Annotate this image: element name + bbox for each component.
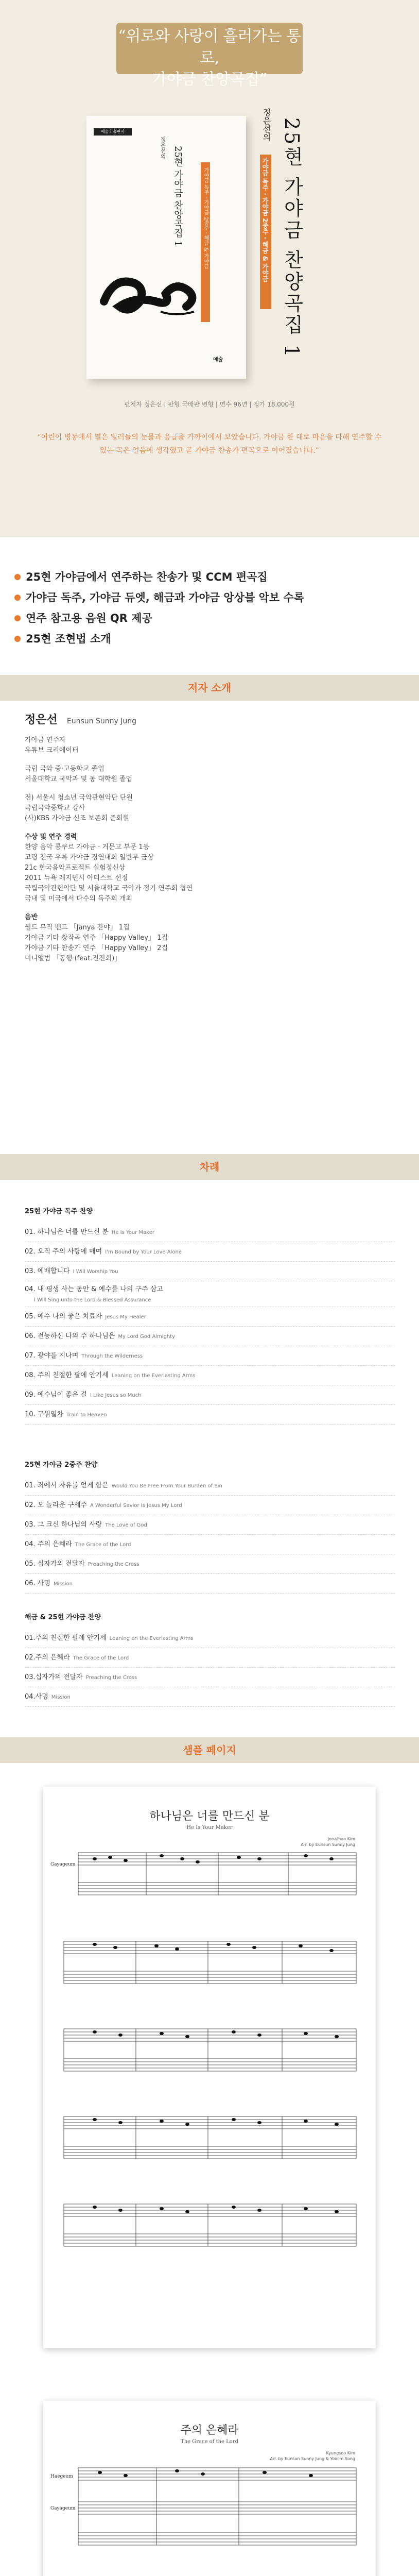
credit-arranger: Arr. by Eunsun Sunny Jung & Yoolim Song (270, 2456, 355, 2461)
toc-item-ko: 03. 예배합니다 (25, 1267, 70, 1275)
toc-item-en: I Will Sing unto the Lord & Blessed Assurance (34, 1297, 151, 1303)
author-profile (25, 715, 395, 964)
toc-item-ko: 05. 예수 나의 좋은 치료자 (25, 1313, 102, 1320)
toc-item-ko: 01. 죄에서 자유를 얻게 함은 (25, 1482, 109, 1489)
toc-item-en: The Grace of the Lord (75, 1542, 131, 1548)
toc-item-ko: 01. 하나님은 너를 만드신 분 (25, 1228, 109, 1236)
toc-group-heading: 25현 가야금 독주 찬양 (25, 1208, 93, 1215)
toc-item-en: A Wonderful Savior Is Jesus My Lord (90, 1503, 182, 1509)
toc-item (25, 1405, 395, 1425)
toc-item (25, 1496, 395, 1515)
toc-item-ko: 03.십자가의 전달자 (25, 1673, 83, 1681)
side-title-num: 25 (281, 117, 303, 147)
toc-item (25, 1346, 395, 1366)
awards-heading: 수상 및 연주 경력 (25, 833, 77, 841)
toc-item-en: Leaning on the Everlasting Arms (111, 1373, 196, 1379)
toc-item-ko: 04.사명 (25, 1693, 48, 1701)
career-item: 국립국악중학교 강사 (25, 804, 85, 812)
toc-item-en: Jesus My Healer (105, 1314, 146, 1320)
album-item: 가야금 기타 창작곡 연주 「Happy Valley」 1집 (25, 934, 168, 942)
sheet-title: 주의 은혜라 (180, 2424, 239, 2437)
feature-item: 25현 조현법 소개 (11, 629, 403, 649)
album-item: 가야금 기타 찬송가 연주 「Happy Valley」 2집 (25, 944, 168, 952)
toc-item-en: Preaching the Cross (85, 1675, 137, 1681)
toc-item (25, 1307, 395, 1327)
author-section-header: 저자 소개 (0, 675, 419, 701)
toc-item (25, 1515, 395, 1535)
toc-section-header: 차례 (0, 1154, 419, 1180)
toc-item-ko: 06. 사명 (25, 1580, 50, 1587)
side-title-vol: 1 (281, 344, 303, 359)
toc-item-ko: 06. 전능하신 나의 주 하나님은 (25, 1332, 115, 1340)
sheet-subtitle: The Grace of the Lord (181, 2439, 238, 2445)
side-strip-text: 가야금 독주 · 가야금 2중주 · 해금 & 가야금 (261, 158, 269, 282)
toc-item-ko: 04. 주의 은혜라 (25, 1540, 72, 1548)
toc-item (25, 1262, 395, 1281)
toc-item-ko: 03. 그 크신 하나님의 사랑 (25, 1521, 102, 1529)
intro-quote: “어린이 병동에서 열은 일러들의 눈물과 응급을 가까이에서 보았습니다. 가야금 한 대로 마음을 다해 연주할 수 있는 곡은 얼음에 생각했고 곧 가야금 찬송가 편곡으로 이어졌습니다.” (37, 433, 382, 455)
toc-item (25, 1223, 395, 1242)
toc-item-ko: 10. 구원열차 (25, 1411, 64, 1418)
toc-item (25, 1366, 395, 1385)
cover-author: 정은선의 (160, 137, 166, 159)
sheet-title: 하나님은 너를 만드신 분 (149, 1810, 270, 1823)
toc-item-en: Train to Heaven (66, 1412, 107, 1418)
music-notation (43, 1787, 376, 2348)
education-item: 국립 국악 중·고등학교 졸업 (25, 765, 104, 773)
credit-composer: Kyungsoo Kim (326, 2451, 355, 2455)
award-item: 국내 및 미국에서 다수의 독주회 개최 (25, 895, 133, 903)
toc-item (25, 1554, 395, 1574)
feature-list (11, 567, 403, 649)
toc-group-solo (25, 1206, 395, 1425)
toc-item (25, 1327, 395, 1346)
toc-item-ko: 02.주의 은혜라 (25, 1654, 70, 1662)
toc-item-en: I Like Jesus so Much (90, 1393, 142, 1398)
award-item: 21c 한국음악프로젝트 실험정신상 (25, 864, 126, 872)
author-name-en: Eunsun Sunny Jung (66, 717, 136, 725)
toc-item-ko: 08. 주의 친절한 팔에 안기세 (25, 1371, 109, 1379)
toc-item-en: The Love of God (105, 1522, 147, 1528)
toc-item-en: I Will Worship You (73, 1269, 118, 1275)
toc-item (25, 1648, 395, 1668)
toc-item-en: Would You Be Free From Your Burden of Sin (111, 1483, 222, 1489)
publisher-badge: 예술ㅣ출판사 (94, 128, 132, 135)
cover-title (171, 146, 184, 247)
career-item: 전) 서울시 청소년 국악관현악단 단원 (25, 794, 133, 802)
credit-composer: Jonathan Kim (327, 1837, 355, 1841)
toc-item-ko: 02. 오 놀라운 구세주 (25, 1501, 87, 1509)
toc-item-ko: 01.주의 친절한 팔에 안기세 (25, 1634, 107, 1642)
music-notation (43, 2401, 376, 2576)
hero-section (0, 0, 419, 537)
toc-group-duet (25, 1459, 395, 1594)
toc-item-en: I'm Bound by Your Love Alone (105, 1249, 182, 1255)
toc-group-heading: 해금 & 25현 가야금 찬양 (25, 1614, 101, 1621)
author-roles (25, 735, 395, 756)
education-item: 서울대학교 국악과 및 동 대학원 졸업 (25, 775, 133, 783)
toc-item-ko: 07. 광야를 지나며 (25, 1352, 79, 1360)
toc-item (25, 1574, 395, 1594)
sheet-subtitle: He Is Your Maker (186, 1825, 233, 1831)
author-career (25, 793, 395, 824)
banner-line-1: “위로와 사랑이 흘러가는 통로, (118, 27, 301, 67)
toc-item-en: Mission (53, 1581, 73, 1587)
book-cover (86, 116, 246, 379)
toc-item (25, 1476, 395, 1496)
album-item: 월드 뮤직 밴드 「Janya 잔야」 1집 (25, 924, 130, 931)
cover-title-num: 25 (172, 146, 183, 158)
toc-item-ko: 09. 예수님이 좋은 걸 (25, 1391, 87, 1399)
side-author: 정은선의 (261, 108, 271, 141)
sheet-instrument-2: Gayageum (50, 2506, 76, 2511)
author-awards (25, 832, 395, 904)
book-meta-line: 편저자 정은선 | 판형 국배판 변형 | 면수 96면 | 정가 18,000원 (124, 401, 295, 408)
toc-item (25, 1281, 395, 1307)
toc-item-en: Mission (51, 1694, 71, 1700)
award-item: 한양 음악 콩쿠르 가야금 · 거문고 부문 1등 (25, 843, 150, 851)
toc-item (25, 1535, 395, 1554)
toc-item-en: Preaching the Cross (88, 1562, 139, 1567)
author-education (25, 764, 395, 785)
sheet-instrument-1: Haegeum (50, 2474, 73, 2479)
career-item: (사)KBS 가야금 신조 보존회 준회원 (25, 815, 129, 822)
sheet-instrument: Gayageum (50, 1862, 76, 1867)
brush-stroke-illustration (99, 265, 202, 327)
author-albums (25, 912, 395, 964)
side-title-main: 현 가야금 찬양곡집 (281, 146, 303, 336)
toc-item (25, 1629, 395, 1648)
album-item: 미니앨범 「동행 (feat.진진희)」 (25, 955, 121, 962)
toc-item-en: The Grace of the Lord (73, 1655, 129, 1661)
cover-title-main: 현 가야금 찬양곡집 (172, 157, 183, 238)
toc-group-haegeum (25, 1612, 395, 1707)
toc-item (25, 1668, 395, 1687)
author-name: 정은선 (25, 714, 58, 726)
credit-arranger: Arr. by Eunsun Sunny Jung (301, 1842, 355, 1847)
toc-group-heading: 25현 가야금 2중주 찬양 (25, 1461, 98, 1469)
toc-item-ko: 05. 십자가의 전달자 (25, 1560, 85, 1568)
cover-title-vol: 1 (172, 241, 183, 247)
toc-item-en: He Is Your Maker (111, 1230, 154, 1235)
toc-item (25, 1242, 395, 1262)
role-item: 가야금 연주자 (25, 736, 66, 744)
sample-sheet-1 (43, 1787, 376, 2348)
banner-line-2: 가야금 찬양곡집” (152, 71, 267, 89)
cover-strip-text: 가야금 독주 · 가야금 2중주 · 해금 & 가야금 (203, 167, 208, 269)
samples-section-header: 샘플 페이지 (0, 1737, 419, 1763)
headline-banner (116, 23, 303, 89)
album-heading: 음반 (25, 913, 38, 921)
toc-item (25, 1687, 395, 1707)
feature-item: 25현 가야금에서 연주하는 찬송가 및 CCM 편곡집 (11, 567, 403, 587)
toc-item-ko: 02. 오직 주의 사랑에 매여 (25, 1248, 102, 1256)
award-item: 국립국악관현악단 및 서울대학교 국악과 정기 연주회 협연 (25, 885, 193, 892)
side-title (278, 117, 306, 359)
toc-item-ko: 04. 내 평생 사는 동안 & 예수를 나의 구주 삼고 (25, 1285, 163, 1293)
sample-sheet-2 (43, 2401, 376, 2576)
role-item: 유튜브 크리에이터 (25, 747, 79, 754)
toc-item-en: My Lord God Almighty (118, 1334, 176, 1340)
award-item: 2011 뉴욕 레지던시 아티스트 선정 (25, 874, 128, 882)
award-item: 고령 전국 우륵 가야금 경연대회 일반부 금상 (25, 854, 154, 861)
feature-item: 연주 참고용 음원 QR 제공 (11, 608, 403, 629)
toc-item (25, 1385, 395, 1405)
toc-item-en: Through the Wilderness (81, 1353, 143, 1359)
toc-item-en: Leaning on the Everlasting Arms (109, 1636, 194, 1641)
feature-item: 가야금 독주, 가야금 듀엣, 해금과 가야금 앙상블 악보 수록 (11, 587, 403, 608)
cover-logo: 예술 (213, 357, 223, 363)
